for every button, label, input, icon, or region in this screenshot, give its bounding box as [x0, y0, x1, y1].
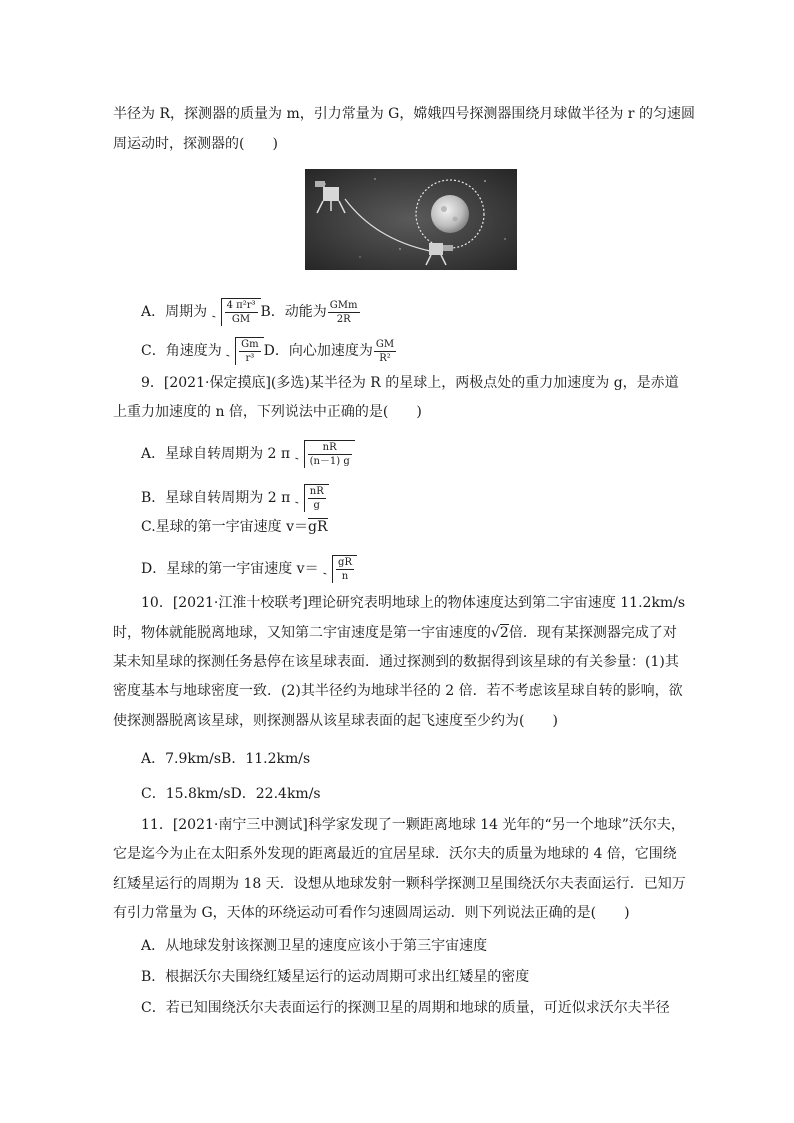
q10-stem-line2: 时，物体就能脱离地球，又知第二宇宙速度是第一宇宙速度的√2倍．现有某探测器完成了对	[113, 625, 677, 641]
q9-stem-line2: 上重力加速度的 n 倍，下列说法中正确的是( )	[113, 404, 422, 420]
q9-option-d-numerator: gR	[338, 557, 352, 568]
q11-stem-line1: 11．[2021·南宁三中测试]科学家发现了一颗距离地球 14 光年的“另一个地球”沃尔夫，	[141, 817, 685, 833]
q9-option-a-numerator: nR	[308, 441, 352, 455]
q8-option-b-label: B．动能为	[260, 304, 327, 320]
q9-option-c-label: C.星球的第一宇宙速度 v＝	[141, 519, 309, 535]
q8-stem-line1: 半径为 R，探测器的质量为 m，引力常量为 G，嫦娥四号探测器围绕月球做半径为 r 的匀速圆	[113, 106, 695, 122]
q11-stem-line2: 它是迄今为止在太阳系外发现的距离最近的宜居星球．沃尔夫的质量为地球的 4 倍，它围绕	[113, 846, 677, 862]
q11-stem-line4: 有引力常量为 G，天体的环绕运动可看作匀速圆周运动．则下列说法正确的是( )	[113, 905, 630, 921]
q10-options-a-b: A．7.9km/sB．11.2km/s	[141, 751, 311, 767]
q9-option-b-numerator: nR	[309, 486, 324, 497]
q8-option-d-label: D．向心加速度为	[263, 343, 373, 359]
q8-option-c-d	[141, 337, 397, 365]
q9-option-c	[141, 517, 328, 537]
orbit-illustration-svg	[305, 169, 517, 270]
q8-option-d-fraction	[374, 338, 396, 365]
q8-option-a-denominator: GM	[231, 314, 251, 325]
q9-option-b-label: B．星球自转周期为 2 π	[141, 490, 291, 506]
q8-option-c-numerator: Gm	[241, 339, 259, 350]
q11-stem-line3: 红矮星运行的周期为 18 天．设想从地球发射一颗科学探测卫星围绕沃尔夫表面运行．已知万	[113, 876, 686, 892]
moon-icon	[431, 195, 469, 233]
q10-stem-line3: 某未知星球的探测任务悬停在该星球表面．通过探测到的数据得到该星球的有关参量：(1)其	[113, 654, 679, 670]
q10-options-c-d: C．15.8km/sD．22.4km/s	[141, 786, 321, 802]
q10-stem-line5: 使探测器脱离该星球，则探测器从该星球表面的起飞速度至少约为( )	[113, 713, 558, 729]
q8-option-a-label: A．周期为	[141, 304, 208, 320]
q9-option-a	[141, 440, 355, 468]
q8-option-a-b	[141, 298, 361, 326]
q8-stem-line2: 周运动时，探测器的( )	[113, 136, 278, 152]
q11-option-b: B．根据沃尔夫围绕红矮星运行的运动周期可求出红矮星的密度	[141, 969, 530, 985]
q9-option-c-radicand: gR	[308, 519, 328, 535]
q8-option-c-label: C．角速度为	[141, 343, 222, 359]
q10-stem-line2-part2: 倍．现有某探测器完成了对	[508, 625, 677, 641]
q11-option-a: A．从地球发射该探测卫星的速度应该小于第三宇宙速度	[141, 938, 488, 954]
q8-option-a-numerator: 4 π²r³	[226, 300, 256, 311]
q9-option-d-sqrt	[323, 555, 357, 583]
q8-option-b-fraction	[328, 299, 360, 326]
q8-option-c-sqrt	[226, 337, 263, 365]
q9-option-a-label: A．星球自转周期为 2 π	[141, 446, 291, 462]
lunar-probe-illustration	[305, 169, 517, 270]
q9-option-d-label: D．星球的第一宇宙速度 v＝	[141, 561, 319, 577]
q9-option-b-sqrt	[295, 484, 329, 512]
q9-option-b-denominator: g	[313, 500, 320, 511]
q10-stem-line1: 10．[2021·江淮十校联考]理论研究表明地球上的物体速度达到第二宇宙速度 11.2km/s	[141, 595, 686, 611]
q10-stem-line4: 密度基本与地球密度一致．(2)其半径约为地球半径的 2 倍．若不考虑该星球自转的影响，欲	[113, 683, 683, 699]
q9-option-a-sqrt	[295, 440, 355, 468]
q9-option-a-denominator: (n－1) g	[309, 456, 350, 467]
q10-sqrt-radicand: 2	[499, 625, 509, 641]
q8-option-b-numerator: GMm	[329, 299, 358, 311]
q9-option-d	[141, 555, 357, 583]
q9-option-b	[141, 484, 329, 512]
q8-option-b-denominator: 2R	[336, 313, 351, 325]
q9-option-d-denominator: n	[341, 571, 349, 582]
q8-option-c-denominator: r³	[245, 353, 255, 364]
q8-option-a-sqrt	[212, 298, 261, 326]
q11-option-c: C．若已知围绕沃尔夫表面运行的探测卫星的周期和地球的质量，可近似求沃尔夫半径	[141, 1000, 670, 1016]
q8-option-d-denominator: R²	[379, 352, 391, 364]
q8-option-d-numerator: GM	[375, 338, 395, 350]
q10-stem-line2-part1: 时，物体就能脱离地球，又知第二宇宙速度是第一宇宙速度的	[113, 625, 491, 641]
q9-stem-line1: 9．[2021·保定摸底](多选)某半径为 R 的星球上，两极点处的重力加速度为 g，是赤道	[141, 375, 679, 391]
